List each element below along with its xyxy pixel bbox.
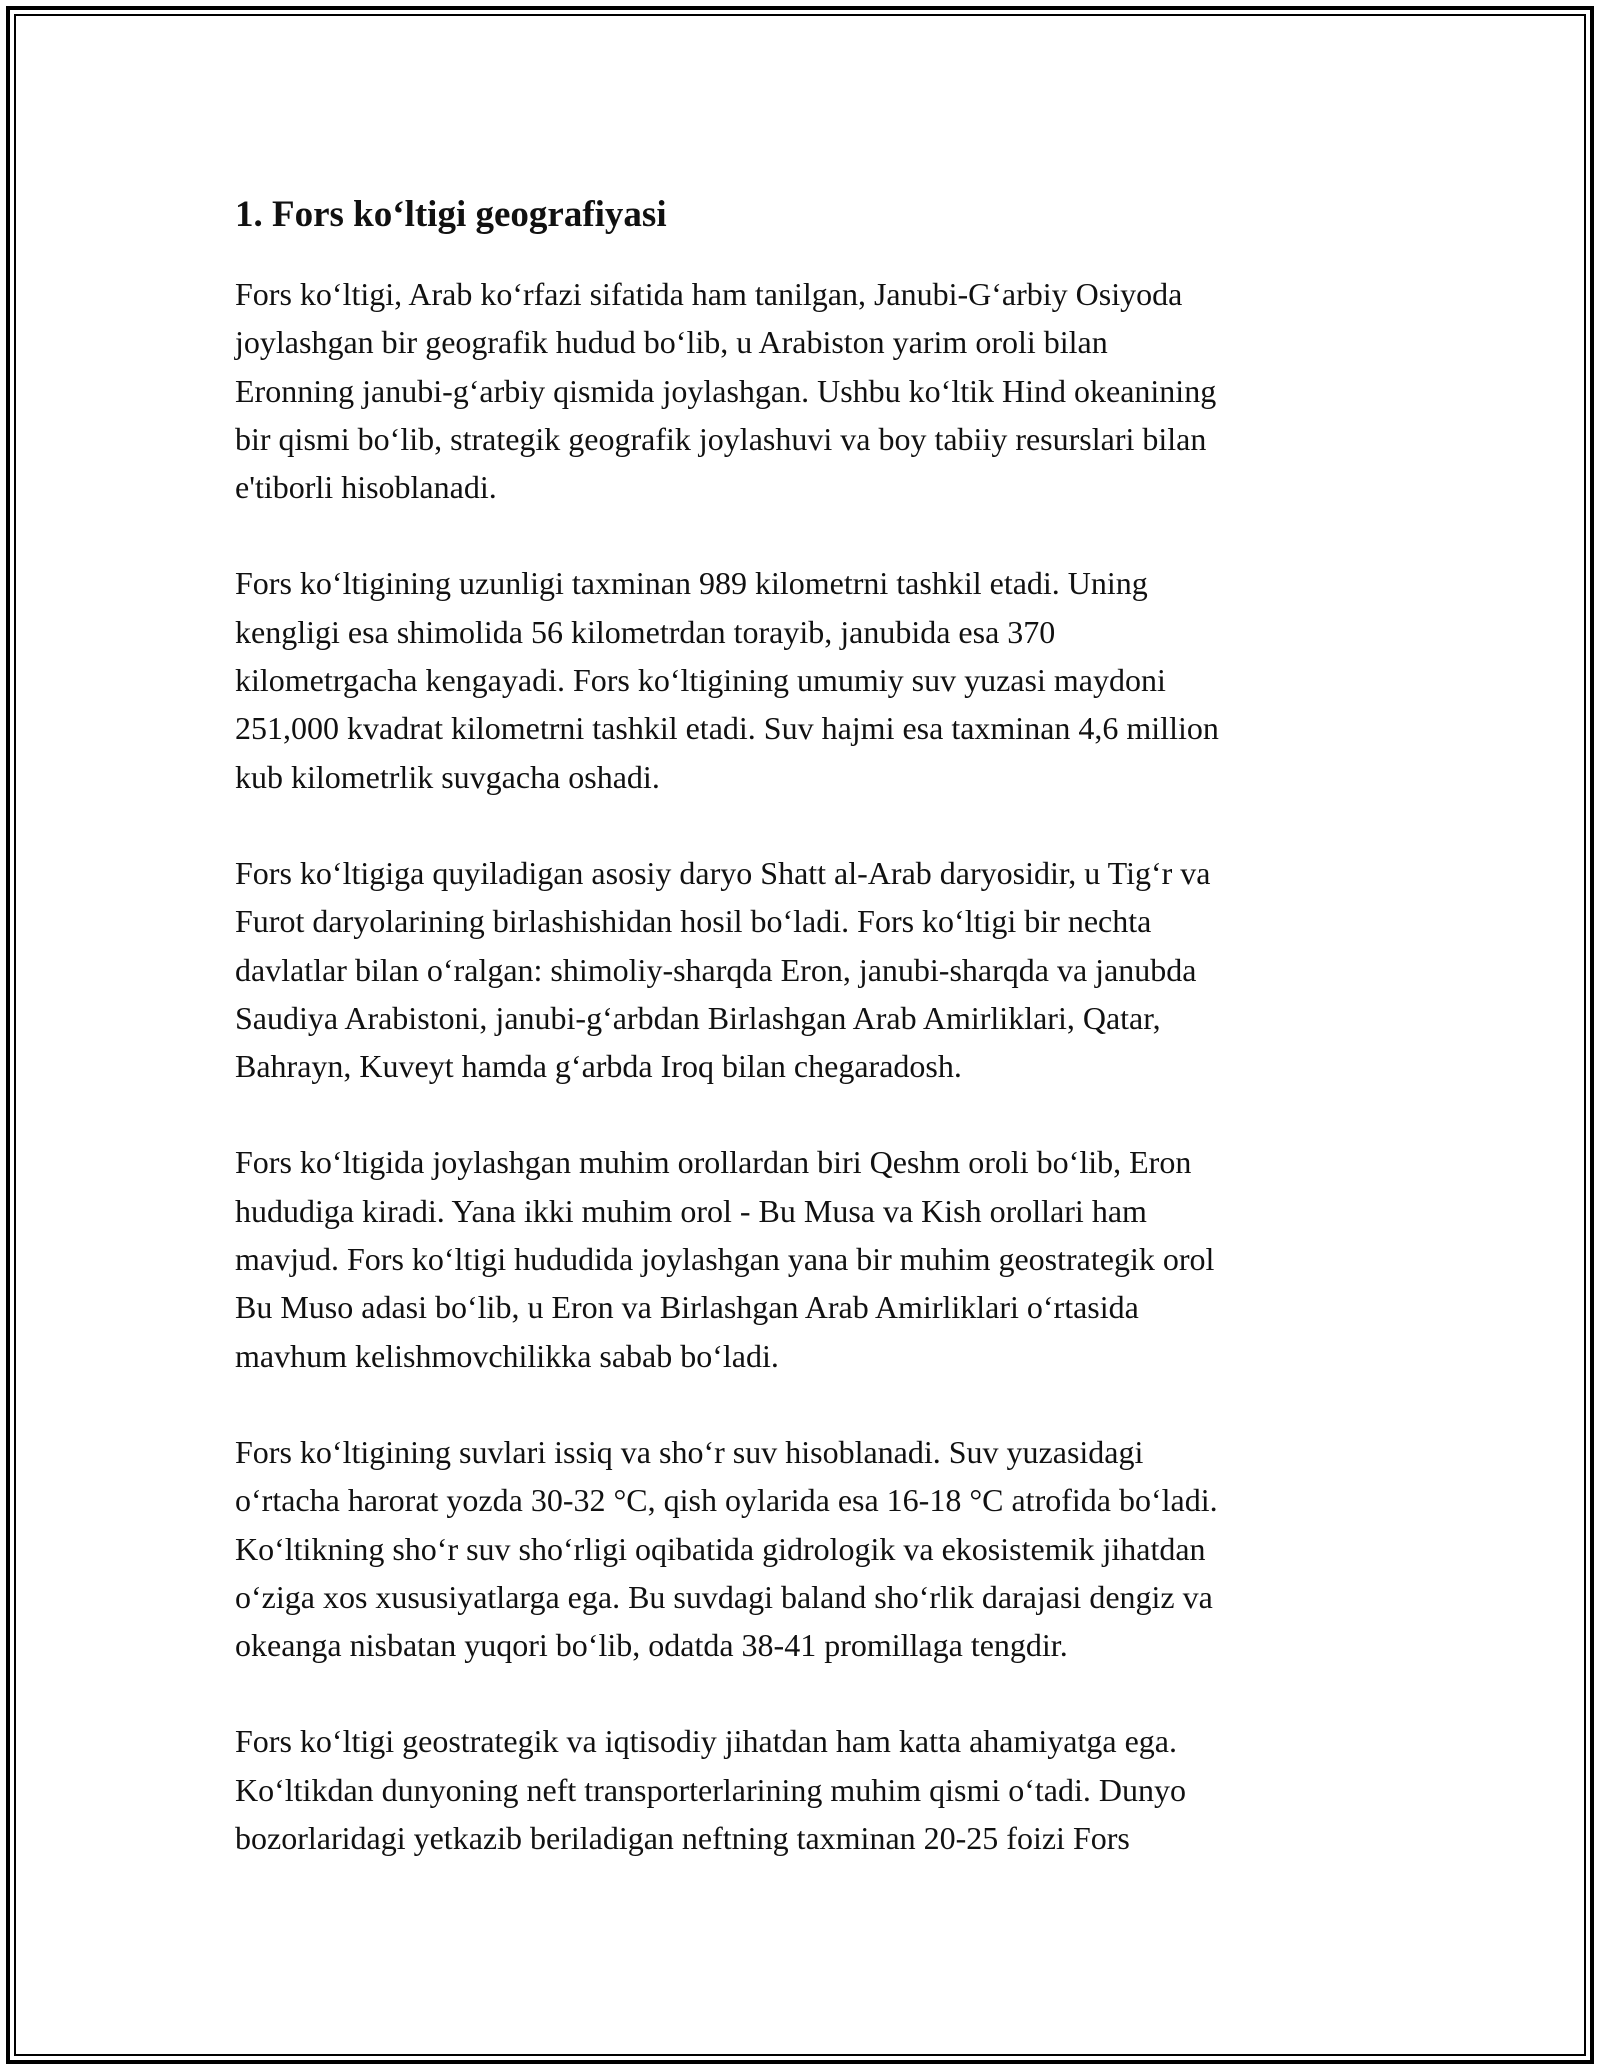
section-heading: 1. Fors ko‘ltigi geografiyasi [235,194,667,235]
paragraph-5: Fors ko‘ltigining suvlari issiq va sho‘r suv hisoblanadi. Suv yuzasidagi o‘rtacha harorat yozda 30-32 °C, qish oylarida esa 16-18 °C atrofida bo‘ladi. Ko‘ltikning sho‘r suv sho‘rligi oqibatida gidrologik va ekosistemik jihatdan o‘ziga xos xususiyatlarga ega. Bu suvdagi baland sho‘rlik darajasi dengiz va okeanga nisbatan yuqori bo‘lib, odatda 38-41 promillaga tengdir. [235,1433,1218,1664]
paragraph-2: Fors ko‘ltigining uzunligi taxminan 989 kilometrni tashkil etadi. Uning kengligi esa shimolida 56 kilometrdan torayib, janubida esa 370 kilometrgacha kengayadi. Fors ko‘ltigining umumiy suv yuzasi maydoni 251,000 kvadrat kilometrni tashkil etadi. Suv hajmi esa taxminan 4,6 million kub kilometrlik suvgacha oshadi. [235,565,1219,795]
document-body [235,190,1375,1910]
paragraph-4: Fors ko‘ltigida joylashgan muhim orollardan biri Qeshm oroli bo‘lib, Eron hududiga kiradi. Yana ikki muhim orol - Bu Musa va Kish orollari ham mavjud. Fors ko‘ltigi hududida joylashgan yana bir muhim geostrategik orol Bu Muso adasi bo‘lib, u Eron va Birlashgan Arab Amirliklari o‘rtasida mavhum kelishmovchilikka sabab bo‘ladi. [235,1144,1215,1374]
paragraph-1: Fors ko‘ltigi, Arab ko‘rfazi sifatida ham tanilgan, Janubi-G‘arbiy Osiyoda joylashgan bir geografik hudud bo‘lib, u Arabiston yarim oroli bilan Eronning janubi-g‘arbiy qismida joylashgan. Ushbu ko‘ltik Hind okeanining bir qismi bo‘lib, strategik geografik joylashuvi va boy tabiiy resurslari bilan e'tiborli hisoblanadi. [235,276,1217,506]
paragraph-3: Fors ko‘ltigiga quyiladigan asosiy daryo Shatt al-Arab daryosidir, u Tig‘r va Furot daryolarining birlashishidan hosil bo‘ladi. Fors ko‘ltigi bir nechta davlatlar bilan o‘ralgan: shimoliy-sharqda Eron, janubi-sharqda va janubda Saudiya Arabistoni, janubi-g‘arbdan Birlashgan Arab Amirliklari, Qatar, Bahrayn, Kuveyt hamda g‘arbda Iroq bilan chegaradosh. [235,854,1211,1085]
paragraph-6: Fors ko‘ltigi geostrategik va iqtisodiy jihatdan ham katta ahamiyatga ega. Ko‘ltikdan dunyoning neft transporterlarining muhim qismi o‘tadi. Dunyo bozorlaridagi yetkazib beriladigan neftning taxminan 20-25 foizi Fors [235,1723,1186,1857]
